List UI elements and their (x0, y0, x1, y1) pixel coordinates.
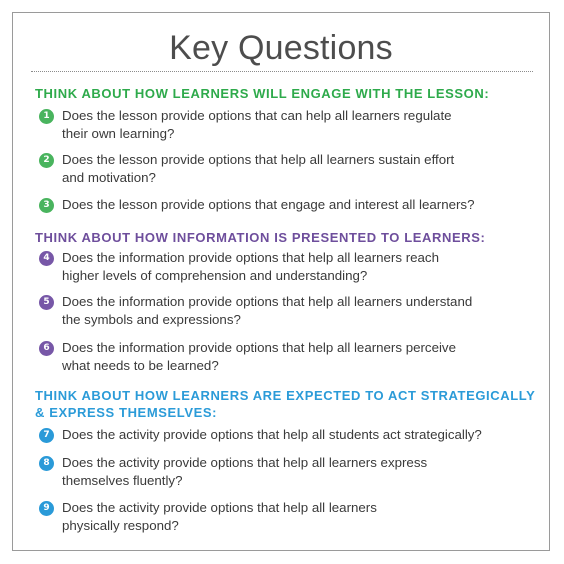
section-heading-engage: THINK ABOUT HOW LEARNERS WILL ENGAGE WITH THE LESSON: (35, 86, 490, 101)
number-badge-2: 2 (39, 153, 54, 168)
section-heading-information: THINK ABOUT HOW INFORMATION IS PRESENTED TO LEARNERS: (35, 230, 486, 245)
dotted-divider (31, 71, 533, 72)
number-badge-6: 6 (39, 341, 54, 356)
section-heading-act-strategically-line2: & EXPRESS THEMSELVES: (35, 405, 218, 420)
question-item-5 (39, 293, 537, 329)
question-text-7: Does the activity provide options that help all students act strategically? (62, 427, 482, 442)
question-text-8: Does the activity provide options that help all learners express themselves fluently? (62, 455, 428, 488)
question-item-1 (39, 107, 537, 143)
question-item-8 (39, 454, 537, 490)
number-badge-3: 3 (39, 198, 54, 213)
number-badge-1: 1 (39, 109, 54, 124)
key-questions-card (12, 12, 550, 551)
question-text-4: Does the information provide options that help all learners reach higher levels of comprehension and understanding? (62, 250, 439, 283)
question-item-4 (39, 249, 537, 285)
question-text-6: Does the information provide options that help all learners perceive what needs to be learned? (62, 340, 456, 373)
question-item-6 (39, 339, 537, 375)
question-text-5: Does the information provide options that help all learners understand the symbols and expressions? (62, 294, 473, 327)
number-badge-4: 4 (39, 251, 54, 266)
question-text-1: Does the lesson provide options that can help all learners regulate their own learning? (62, 108, 452, 141)
question-item-3 (39, 196, 537, 214)
question-item-2 (39, 151, 537, 187)
number-badge-8: 8 (39, 456, 54, 471)
question-item-9 (39, 499, 537, 535)
number-badge-9: 9 (39, 501, 54, 516)
question-text-9: Does the activity provide options that help all learners physically respond? (62, 500, 377, 533)
number-badge-7: 7 (39, 428, 54, 443)
number-badge-5: 5 (39, 295, 54, 310)
question-text-3: Does the lesson provide options that engage and interest all learners? (62, 197, 475, 212)
section-heading-act-strategically: THINK ABOUT HOW LEARNERS ARE EXPECTED TO ACT STRATEGICALLY (35, 388, 536, 403)
question-item-7 (39, 426, 537, 444)
question-text-2: Does the lesson provide options that help all learners sustain effort and motivation? (62, 152, 455, 185)
page-title: Key Questions (169, 29, 393, 67)
